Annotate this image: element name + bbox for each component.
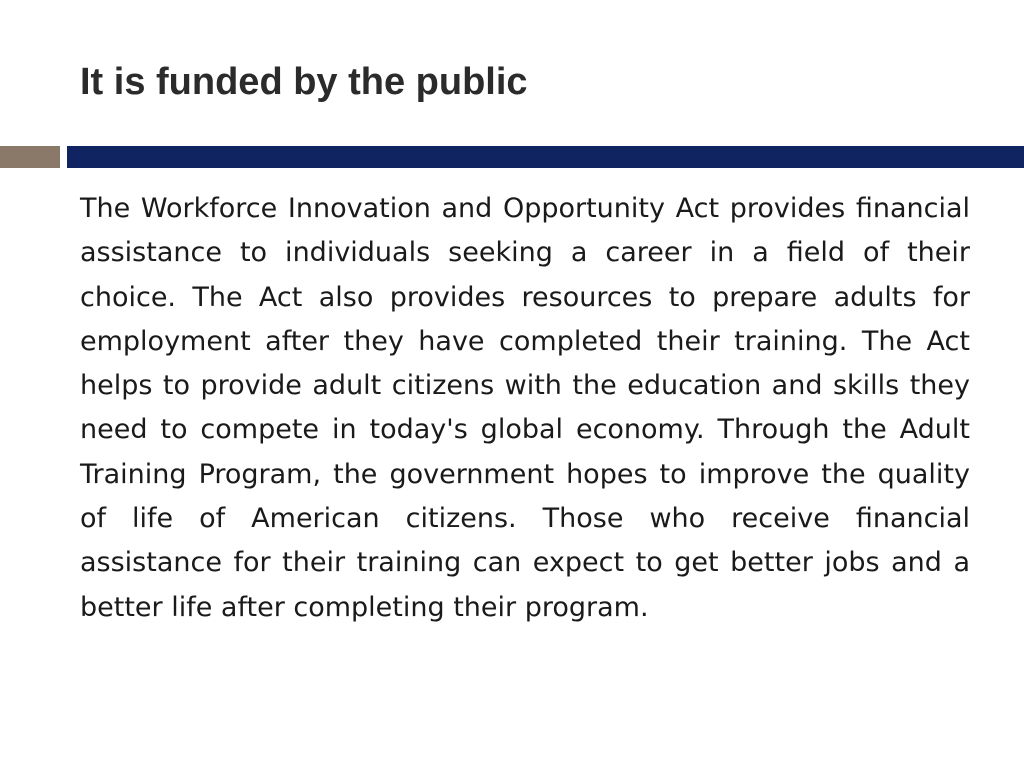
accent-bar: [0, 146, 60, 168]
title-divider-bar: [67, 146, 1024, 168]
slide-title: It is funded by the public: [80, 61, 528, 103]
body-paragraph: The Workforce Innovation and Opportunity Act provides financial assistance to individuals seeking a career in a field of their choice. The Act also provides resources to prepare adults for employment after they have completed their training. The Act helps to provide adult citizens with the education and skills they need to compete in today's global economy. Through the Adult Training Program, the government hopes to improve the quality of life of American citizens. Those who receive financial assistance for their training can expect to get better jobs and a better life after completing their program.: [80, 193, 970, 623]
